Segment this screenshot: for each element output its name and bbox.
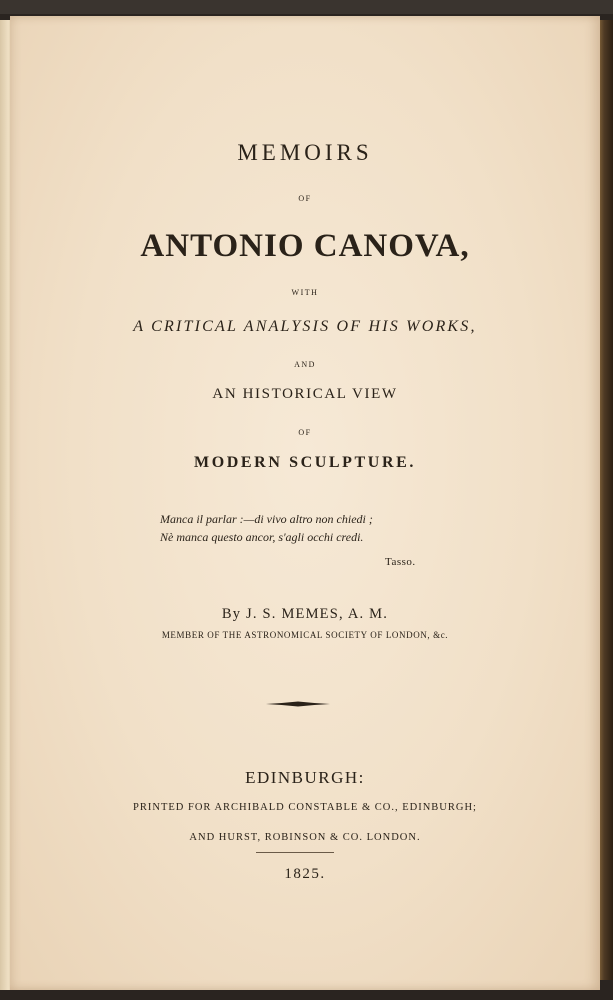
imprint-printer-2: AND HURST, ROBINSON & CO. LONDON. — [189, 832, 421, 843]
epigraph-line: Manca il parlar :—di vivo altro non chiedi ; — [160, 512, 373, 526]
connector-of-2: OF — [298, 428, 312, 437]
imprint-year: 1825. — [284, 866, 326, 882]
epigraph-line: Nè manca questo ancor, s'agli occhi credi. — [160, 530, 364, 544]
connector-with: WITH — [291, 288, 319, 297]
author-line: By J. S. MEMES, A. M. — [221, 606, 389, 622]
imprint-city: EDINBURGH: — [245, 768, 365, 787]
connector-and: AND — [294, 360, 316, 369]
background-strip — [0, 0, 613, 14]
imprint-printer: PRINTED FOR ARCHIBALD CONSTABLE & CO., EDINBURGH; — [133, 802, 477, 813]
author-affiliation: MEMBER OF THE ASTRONOMICAL SOCIETY OF LONDON, &c. — [161, 630, 449, 640]
epigraph — [160, 510, 373, 546]
subtitle-2: AN HISTORICAL VIEW — [212, 386, 398, 402]
epigraph-attribution: Tasso. — [385, 556, 416, 568]
connector-of: OF — [298, 194, 312, 203]
subtitle-3: MODERN SCULPTURE. — [194, 454, 416, 471]
book-title: MEMOIRS — [237, 140, 373, 165]
subtitle: A CRITICAL ANALYSIS OF HIS WORKS, — [133, 318, 477, 335]
subject-name: ANTONIO CANOVA, — [140, 228, 470, 264]
title-page — [10, 16, 600, 990]
ornament-rule-icon — [266, 699, 330, 709]
divider — [256, 852, 334, 853]
